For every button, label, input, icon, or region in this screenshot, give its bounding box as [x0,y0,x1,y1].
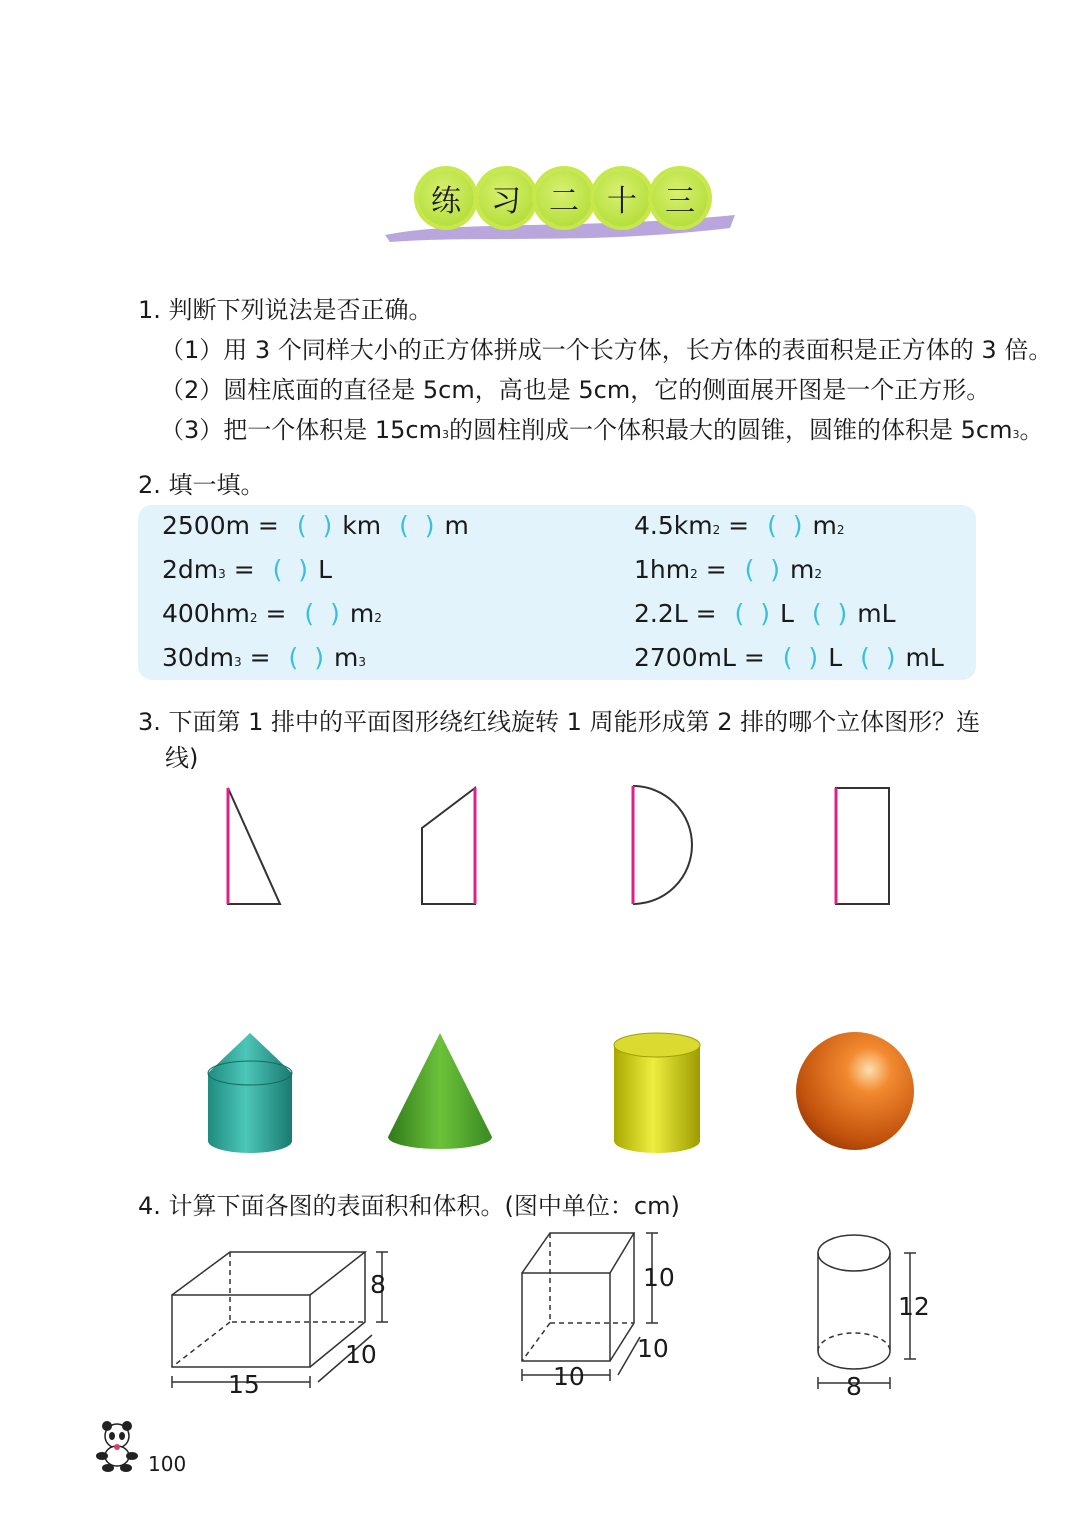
fill-row-left-3: 400hm2 = ( ) m2 [162,599,382,628]
title-char: 十 [594,170,650,226]
title-char: 习 [478,170,534,226]
panda-icon [90,1418,145,1473]
answer-blank[interactable]: ( ) [782,643,819,672]
cuboid-depth-label: 10 [345,1340,377,1369]
answer-blank[interactable]: ( ) [296,511,333,540]
fill-row-right-1: 4.5km2 = ( ) m2 [634,511,845,540]
trapezoid-figure[interactable] [422,788,475,904]
title-char: 练 [418,170,474,226]
answer-blank[interactable]: ( ) [811,599,848,628]
cube-width-label: 10 [553,1362,585,1391]
q1-item-1: （1）用 3 个同样大小的正方体拼成一个长方体，长方体的表面积是正方体的 3 倍。 [160,336,1053,364]
fill-row-left-1: 2500m = ( ) km ( ) m [162,511,469,540]
cube-depth-label: 10 [637,1334,669,1363]
answer-blank[interactable]: ( ) [288,643,324,672]
semicircle-figure[interactable] [633,786,692,904]
cuboid-diagram [160,1240,400,1400]
plane-figures-row [200,780,920,920]
fill-row-left-2: 2dm3 = ( ) L [162,555,332,584]
triangle-figure[interactable] [228,788,280,904]
rectangle-figure[interactable] [836,788,889,904]
cuboid-length-label: 15 [228,1370,260,1399]
sphere-solid[interactable] [796,1032,914,1150]
answer-blank[interactable]: ( ) [860,643,896,672]
answer-blank[interactable]: ( ) [272,555,309,584]
cylinder-diameter-label: 8 [846,1372,862,1401]
cone-solid[interactable] [388,1033,492,1149]
q1-item-2: （2）圆柱底面的直径是 5cm，高也是 5cm，它的侧面展开图是一个正方形。 [160,376,991,404]
q3-heading-cont: 线) [165,744,199,772]
fill-row-right-3: 2.2L = ( ) L ( ) mL [634,599,896,628]
fill-row-right-2: 1hm2 = ( ) m2 [634,555,823,584]
cylinder-height-label: 12 [898,1292,930,1321]
fill-in-box [138,505,976,680]
answer-blank[interactable]: ( ) [734,599,770,628]
cylinder-solid[interactable] [614,1033,700,1153]
q2-heading: 2. 填一填。 [138,471,265,499]
answer-blank[interactable]: ( ) [744,555,781,584]
answer-blank[interactable]: ( ) [304,599,340,628]
cube-height-label: 10 [643,1263,675,1292]
q3-heading: 3. 下面第 1 排中的平面图形绕红线旋转 1 周能形成第 2 排的哪个立体图形？连 [138,708,981,736]
title-char: 三 [652,170,708,226]
title-char: 二 [536,170,592,226]
solid-figures-row [190,1025,930,1165]
answer-blank[interactable]: ( ) [399,511,435,540]
page-number: 100 [148,1452,187,1476]
q1-item-3: （3）把一个体积是 15cm3的圆柱削成一个体积最大的圆锥，圆锥的体积是 5cm3。 [160,416,1044,444]
cuboid-height-label: 8 [370,1270,386,1299]
fill-row-left-4: 30dm3 = ( ) m3 [162,643,366,672]
fill-row-right-4: 2700mL = ( ) L ( ) mL [634,643,944,672]
q1-heading: 1. 判断下列说法是否正确。 [138,296,433,324]
q4-heading: 4. 计算下面各图的表面积和体积。(图中单位：cm) [138,1192,680,1220]
answer-blank[interactable]: ( ) [767,511,803,540]
cone-cylinder-solid[interactable] [208,1033,292,1153]
cube-diagram [510,1225,680,1395]
